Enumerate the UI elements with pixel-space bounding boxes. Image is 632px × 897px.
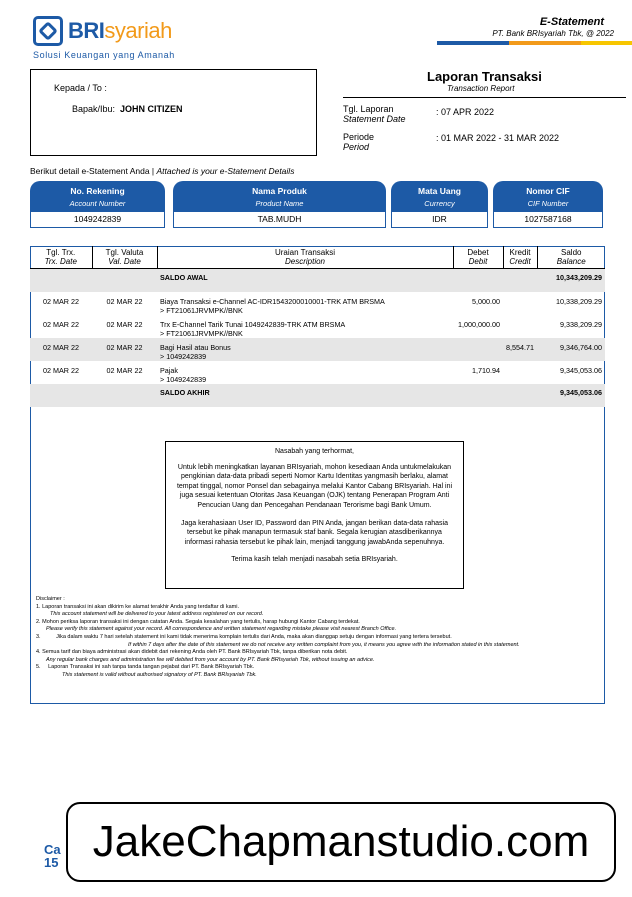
intro-text-en: Attached is your e-Statement Details bbox=[156, 166, 295, 176]
recipient-salutation: Bapak/Ibu: bbox=[72, 104, 116, 114]
row-trx-date: 02 MAR 22 bbox=[43, 319, 79, 329]
period-label-id: Periode bbox=[343, 132, 375, 142]
disclaimer-item-text: Semua tarif dan biaya administrasi akan didebit dari rekening Anda oleh PT. Bank BRIsyariah Tbk, tanpa diberikan nota debit. bbox=[42, 649, 348, 656]
period-label-en: Period bbox=[343, 142, 370, 152]
disclaimer-item-text-en: Please verify this statement against your record. All correspondence and written statement regarding mistake please visit nearest Branch Office. bbox=[46, 626, 397, 633]
disclaimer-item-text-en: This account statement will be delivered to your latest address registered on our record. bbox=[50, 611, 264, 618]
disclaimer-item-text: Mohon periksa laporan transaksi ini dengan catatan Anda. Segala kesalahan yang tertulis, harap hubungi Kantor Cabang terdekat. bbox=[42, 618, 360, 625]
disclaimer-item bbox=[36, 649, 596, 657]
row-balance: 9,338,209.29 bbox=[560, 319, 602, 329]
statement-date-label-id: Tgl. Laporan bbox=[343, 104, 394, 114]
opening-balance-label: SALDO AWAL bbox=[157, 269, 453, 292]
info-label-en: Product Name bbox=[255, 199, 304, 208]
disclaimer-item-text: Laporan Transaksi ini sah tanpa tanda tangan pejabat dari PT. Bank BRIsyariah Tbk. bbox=[48, 664, 255, 671]
header-stripe-blue bbox=[437, 41, 509, 45]
info-header bbox=[173, 181, 386, 212]
info-product-name bbox=[173, 181, 386, 228]
info-label: Nama Produk bbox=[252, 186, 307, 196]
row-credit: 8,554.71 bbox=[503, 338, 537, 361]
notice-paragraph-thanks: Terima kasih telah menjadi nasabah setia BRIsyariah. bbox=[231, 556, 398, 564]
row-val-date: 02 MAR 22 bbox=[106, 319, 143, 329]
table-row bbox=[30, 338, 605, 361]
footer-peek-text bbox=[44, 843, 61, 869]
table-cell bbox=[453, 384, 503, 407]
info-header bbox=[493, 181, 603, 212]
row-description-line2: > FT21061JRVMPK//BNK bbox=[160, 305, 243, 315]
col-header-line2: Trx. Date bbox=[44, 257, 77, 266]
col-header-line2: Val. Date bbox=[108, 257, 141, 266]
info-value: TAB.MUDH bbox=[173, 212, 386, 228]
row-credit bbox=[503, 315, 537, 338]
info-label-en: Currency bbox=[424, 199, 455, 208]
col-header-line1: Tgl. Valuta bbox=[105, 248, 144, 257]
watermark-banner: JakeChapmanstudio.com bbox=[66, 802, 616, 882]
col-header-balance bbox=[537, 246, 605, 269]
row-description bbox=[157, 315, 453, 338]
col-header-line1: Debet bbox=[467, 248, 489, 257]
info-label: Mata Uang bbox=[418, 186, 461, 196]
report-title: Laporan Transaksi bbox=[427, 69, 542, 84]
info-header bbox=[391, 181, 488, 212]
info-header bbox=[30, 181, 165, 212]
info-label: Nomor CIF bbox=[526, 186, 570, 196]
opening-balance-row bbox=[30, 269, 605, 292]
info-label-en: Account Number bbox=[69, 199, 126, 208]
table-row bbox=[30, 315, 605, 338]
table-row bbox=[30, 361, 605, 384]
table-cell bbox=[92, 384, 157, 407]
row-description-line1: Bagi Hasil atau Bonus bbox=[160, 342, 231, 352]
row-description-line1: Biaya Transaksi e-Channel AC-IDR1543200010001-TRK ATM BRSMA bbox=[160, 296, 385, 306]
col-header-line1: Kredit bbox=[509, 248, 531, 257]
row-debit: 5,000.00 bbox=[472, 296, 500, 306]
report-title-divider bbox=[343, 97, 626, 98]
table-header-row bbox=[30, 246, 605, 269]
disclaimer-item-text-en: Any regular bank charges and administration fee will debited from your account by PT. Bank BRIsyariah Tbk, without issuing an advice. bbox=[46, 656, 375, 663]
info-value: IDR bbox=[391, 212, 488, 228]
closing-balance-value: 9,345,053.06 bbox=[537, 384, 605, 407]
opening-balance-value: 10,343,209.29 bbox=[537, 269, 605, 292]
disclaimer-item-text: Jika dalam waktu 7 hari setelah statement ini kami tidak menerima komplain tertulis dari Anda, maka akan dianggap setuju dengan informasi yang tertera tersebut. bbox=[56, 633, 452, 640]
row-trx-date: 02 MAR 22 bbox=[43, 365, 79, 375]
col-header-line2: Credit bbox=[509, 257, 531, 266]
closing-balance-label: SALDO AKHIR bbox=[157, 384, 453, 407]
period-value: : 01 MAR 2022 - 31 MAR 2022 bbox=[436, 133, 560, 143]
row-debit: 1,710.94 bbox=[472, 365, 500, 375]
info-currency bbox=[391, 181, 488, 228]
statement-date-value: : 07 APR 2022 bbox=[436, 107, 495, 117]
estatement-title: E-Statement bbox=[539, 16, 604, 28]
col-header-line1: Tgl. Trx. bbox=[46, 248, 76, 257]
col-header-description bbox=[157, 246, 453, 269]
row-debit bbox=[453, 338, 503, 361]
table-cell bbox=[453, 269, 503, 292]
col-header-trx-date bbox=[30, 246, 92, 269]
info-cif-number bbox=[493, 181, 603, 228]
disclaimer-item-text-en: If within 7 days after the date of this statement we do not receive any written complaint from you, it means you agree with the information stated in this statement. bbox=[128, 641, 520, 648]
row-description-line2: > 1049242839 bbox=[160, 374, 207, 384]
row-debit: 1,000,000.00 bbox=[458, 319, 500, 329]
notice-paragraph-security: Jaga kerahasiaan User ID, Password dan PIN Anda, jangan berikan data-data rahasia tersebut ke pihak manapun termasuk staf bank. Segala kerugian atasdiberikannya informasi rahasia tersebut ke pihak lain, menjadi tanggung jawabAnda sepenuhnya. bbox=[181, 519, 448, 546]
table-cell bbox=[503, 384, 537, 407]
row-description-line2: > FT21061JRVMPK//BNK bbox=[160, 328, 243, 338]
col-header-line1: Uraian Transaksi bbox=[274, 248, 336, 257]
row-val-date: 02 MAR 22 bbox=[106, 365, 143, 375]
info-value: 1027587168 bbox=[493, 212, 603, 228]
disclaimer-section bbox=[36, 596, 596, 680]
disclaimer-item bbox=[36, 604, 596, 612]
disclaimer-item bbox=[36, 634, 596, 642]
row-credit bbox=[503, 292, 537, 315]
recipient-name: JOHN CITIZEN bbox=[120, 104, 183, 114]
row-balance: 9,345,053.06 bbox=[560, 365, 602, 375]
col-header-debit bbox=[453, 246, 503, 269]
row-description-line1: Trx E-Channel Tarik Tunai 1049242839-TRK ATM BRSMA bbox=[160, 319, 346, 329]
col-header-line1: Saldo bbox=[561, 248, 582, 257]
disclaimer-item bbox=[36, 619, 596, 627]
col-header-val-date bbox=[92, 246, 157, 269]
disclaimer-item-number: 1. bbox=[36, 603, 41, 610]
disclaimer-item-text: Laporan transaksi ini akan dikirim ke alamat terakhir Anda yang terdaftar di kami. bbox=[42, 603, 239, 610]
col-header-line2: Description bbox=[284, 257, 325, 266]
disclaimer-item bbox=[36, 664, 596, 672]
disclaimer-item-number: 3. bbox=[36, 633, 41, 640]
statement-date-label bbox=[343, 104, 406, 124]
customer-notice-box bbox=[165, 441, 464, 589]
intro-text-id: Berikut detail e-Statement Anda | bbox=[30, 166, 157, 176]
col-header-line2: Balance bbox=[556, 257, 586, 266]
row-description-line2: > 1049242839 bbox=[160, 351, 207, 361]
statement-date-label-en: Statement Date bbox=[343, 114, 406, 124]
period-label bbox=[343, 132, 374, 152]
row-description bbox=[157, 361, 453, 384]
report-subtitle: Transaction Report bbox=[447, 84, 515, 93]
row-description-line1: Pajak bbox=[160, 365, 178, 375]
bank-logo-text bbox=[68, 18, 172, 44]
row-description bbox=[157, 338, 453, 361]
row-balance: 10,338,209.29 bbox=[556, 296, 602, 306]
row-credit bbox=[503, 361, 537, 384]
table-cell bbox=[30, 384, 92, 407]
bank-logo-icon bbox=[33, 16, 63, 46]
statement-intro bbox=[30, 166, 294, 176]
disclaimer-item-number: 2. bbox=[36, 618, 41, 625]
info-label-en: CIF Number bbox=[527, 199, 569, 208]
footer-peek-line1: Ca bbox=[44, 842, 61, 857]
info-value: 1049242839 bbox=[30, 212, 165, 228]
brand-name-part2: syariah bbox=[104, 18, 172, 43]
recipient-to-label: Kepada / To : bbox=[54, 83, 107, 93]
row-val-date: 02 MAR 22 bbox=[92, 338, 157, 361]
row-trx-date: 02 MAR 22 bbox=[30, 338, 92, 361]
disclaimer-item-number: 5. bbox=[36, 664, 41, 671]
info-account-number bbox=[30, 181, 165, 228]
row-description bbox=[157, 292, 453, 315]
estatement-subtitle: PT. Bank BRIsyariah Tbk, @ 2022 bbox=[492, 29, 614, 38]
closing-balance-row bbox=[30, 384, 605, 407]
col-header-credit bbox=[503, 246, 537, 269]
notice-paragraph-update-data: Untuk lebih meningkatkan layanan BRIsyariah, mohon kesediaan Anda untukmelakukan pengkinian data-data pribadi seperti Nomor Kartu Identitas yangmasih berlaku, alamat tempat tinggal, nomor Ponsel dan sebagainya melalui Kantor Cabang BRIsyariah. Hal ini juga sesuai ketentuan Otoritas Jasa Keuangan (OJK) tentang Penerapan Program Anti Pencucian Uang dan Pencegahan Pendanaan Terorisme bagi Bank Umum. bbox=[176, 463, 453, 509]
row-val-date: 02 MAR 22 bbox=[106, 296, 143, 306]
header-stripe-yellow bbox=[581, 41, 632, 45]
transaction-table bbox=[30, 246, 605, 407]
table-cell bbox=[30, 269, 92, 292]
col-header-line2: Debit bbox=[468, 257, 488, 266]
header-stripe-orange bbox=[509, 41, 581, 45]
brand-tagline: Solusi Keuangan yang Amanah bbox=[33, 50, 175, 60]
footer-peek-line2: 15 bbox=[44, 855, 59, 870]
table-row bbox=[30, 292, 605, 315]
info-label: No. Rekening bbox=[70, 186, 125, 196]
notice-greeting: Nasabah yang terhormat, bbox=[275, 448, 354, 455]
disclaimer-item-text-en: This statement is valid without authorised signatory of PT. Bank BRIsyariah Tbk. bbox=[62, 671, 257, 678]
table-cell bbox=[92, 269, 157, 292]
row-trx-date: 02 MAR 22 bbox=[43, 296, 79, 306]
table-cell bbox=[503, 269, 537, 292]
brand-name-part1: BRI bbox=[68, 18, 105, 43]
disclaimer-item-number: 4. bbox=[36, 649, 41, 656]
disclaimer-title: Disclaimer : bbox=[36, 596, 65, 602]
row-balance: 9,346,764.00 bbox=[537, 338, 605, 361]
